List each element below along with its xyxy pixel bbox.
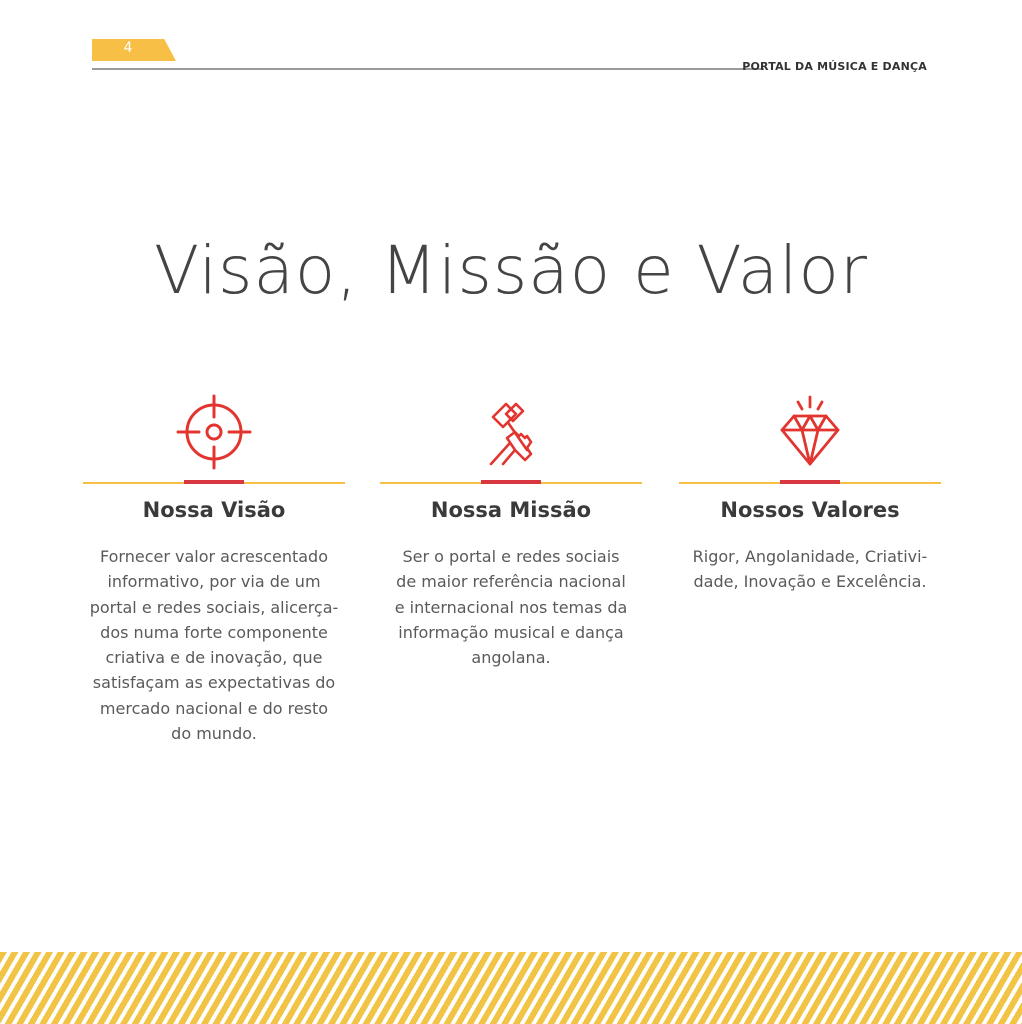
values-text: Rigor, Angolanidade, Criativi- dade, Inovação e Excelência. <box>692 547 928 592</box>
mission-text: Ser o portal e redes sociais de maior referência nacional e internacional nos temas da informação musical e dança angolana. <box>394 547 628 668</box>
header-title: PORTAL DA MÚSICA E DANÇA <box>742 60 927 73</box>
hammer-hand-icon <box>380 392 642 472</box>
section-divider-accent <box>481 480 541 484</box>
section-divider-accent <box>184 480 244 484</box>
page-title: Visão, Missão e Valor <box>154 232 868 309</box>
section-divider-accent <box>780 480 840 484</box>
target-icon <box>83 392 345 472</box>
values-heading: Nossos Valores <box>720 498 900 522</box>
footer-stripes <box>0 952 1022 1024</box>
mission-heading: Nossa Missão <box>430 498 592 522</box>
diamond-icon <box>679 392 941 472</box>
vision-heading: Nossa Visão <box>142 498 286 522</box>
page-number: 4 <box>123 40 133 56</box>
vision-text: Fornecer valor acrescentado informativo, por via de um portal e redes sociais, alicerça- dos numa forte componente criativa e de inovação, que satisfaçam as expectativas do mercado nacional e do resto do mundo. <box>89 547 339 744</box>
header-rule <box>92 68 764 70</box>
